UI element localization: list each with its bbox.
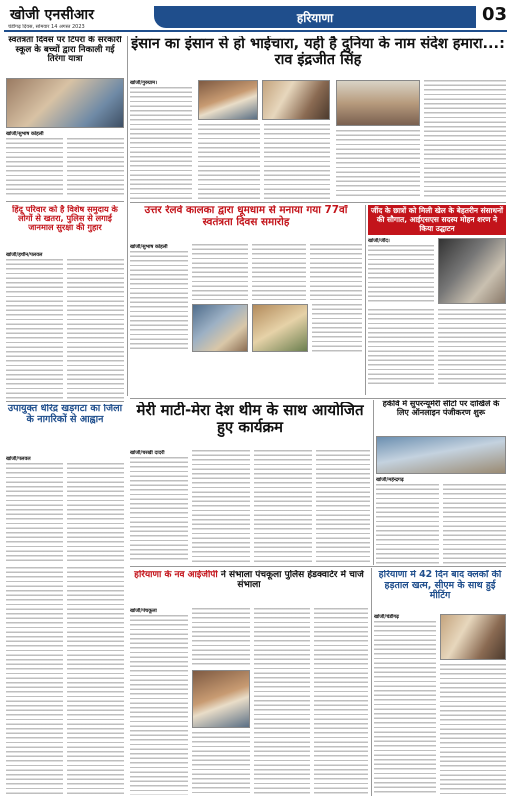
- byline-seats: खोजी/महेन्द्रगढ़: [376, 477, 404, 483]
- headline-supernumerary-seats: हकेवि में सुपरन्यूमेरी सीटों पर दाखिले के लिए ऑनलाइन पंजीकरण शुरू: [382, 400, 500, 417]
- text-seats-col2: [443, 484, 506, 564]
- text-upayukt-col1: [6, 463, 63, 563]
- text-meri-maati-col4: [316, 450, 370, 563]
- text-main-lead-col2: [198, 124, 260, 199]
- divider-left-1: [6, 201, 124, 202]
- page-header: [4, 4, 507, 34]
- divider-below-lead: [130, 202, 506, 203]
- byline-upayukt: खोजी/पलवल: [6, 456, 31, 462]
- headline-main-lead: इंसान का इंसान से हो भाईचारा, यही है दुनिया के नाम संदेश हमारा...: राव इंद्रजीत सिंह: [131, 36, 505, 69]
- headline-jind-students: जींद के छात्रों को मिली खेल के बेहतरीन संसाधनों की सौगात, आईएसएस सदस्य मोहन शरण ने किया उद्घाटन: [368, 205, 506, 235]
- text-main-lead-col5: [424, 80, 506, 199]
- text-jind-col3: [438, 309, 506, 387]
- photo-rao-inderjit: [198, 80, 258, 120]
- text-igp-col3: [192, 732, 250, 795]
- photo-tiranga-yatra: [6, 78, 124, 128]
- text-seats-col1: [376, 484, 439, 564]
- text-independence-rally-col2: [67, 138, 124, 198]
- byline-jind: खोजी/जींद।: [368, 238, 390, 244]
- text-railway-col3: [252, 244, 306, 300]
- text-main-lead-col3: [264, 124, 330, 199]
- text-railway-col5: [312, 304, 362, 352]
- text-independence-rally-col1: [6, 138, 63, 198]
- divider-right-column: [365, 205, 366, 395]
- photo-railway-parade: [192, 304, 248, 352]
- text-jind-col1: [368, 245, 434, 305]
- headline-igp-charge: [130, 570, 368, 604]
- text-main-lead-col1: [130, 87, 192, 199]
- masthead-date: चंडीगढ़ दिवस, सोमवार 14 अगस्त 2023: [8, 24, 85, 30]
- divider-right-column-3: [371, 568, 372, 796]
- text-jind-col2: [368, 309, 434, 387]
- text-igp-col5: [314, 608, 368, 795]
- headline-hindu-parivar: हिंदू परिवार को है विशेष समुदाय के लोगों से खतरा, पुलिस से लगाई जानमाल सुरक्षा की गुहार: [12, 205, 118, 233]
- photo-university: [376, 436, 506, 474]
- text-meri-maati-col2: [192, 450, 250, 563]
- headline-meri-maati: मेरी माटी-मेरा देश थीम के साथ आयोजित हुए कार्यक्रम: [136, 402, 364, 436]
- photo-railway-flag: [252, 304, 308, 352]
- text-main-lead-col4: [336, 130, 420, 199]
- text-upayukt-col2: [67, 463, 124, 563]
- section-name: हरियाणा: [296, 11, 334, 25]
- text-left-bottom-col1: [6, 567, 63, 795]
- byline-igp: खोजी/पंचकूला: [130, 608, 157, 614]
- text-left-bottom-col2: [67, 567, 124, 795]
- photo-guests-seated: [336, 80, 420, 126]
- divider-left-2: [6, 401, 124, 402]
- byline-main-lead: खोजी/गुरुग्राम।: [130, 80, 158, 86]
- text-clerk-col1: [374, 621, 436, 795]
- text-hindu-parivar-col1: [6, 259, 63, 399]
- masthead-title: खोजी एनसीआर: [10, 7, 95, 23]
- divider-right-column-2: [373, 400, 374, 565]
- page-number: 03: [481, 4, 507, 25]
- divider-bottom: [130, 566, 506, 567]
- headline-upayukt: उपायुक्त धीरेंद्र खड़गटा का जिला के नागरिकों से आह्वान: [7, 404, 123, 425]
- byline-meri-maati: खोजी/चरखी दादरी: [130, 450, 165, 456]
- photo-ceremony-stage: [262, 80, 330, 120]
- byline-hindu-parivar: खोजी/हथीन/पलवल: [6, 252, 43, 258]
- byline-independence-rally: खोजी/सुभाष कोहली: [6, 131, 44, 137]
- divider-left-column: [127, 36, 128, 396]
- text-hindu-parivar-col2: [67, 259, 124, 399]
- text-railway-col1: [130, 251, 188, 351]
- byline-railway: खोजी/सुभाष कोहली: [130, 244, 168, 250]
- text-igp-col2: [192, 608, 250, 666]
- text-railway-col4: [310, 244, 362, 300]
- divider-mid: [130, 398, 506, 399]
- headline-clerk-strike: हरियाणा में 42 दिन बाद क्लर्कों की हड़ताल खत्म, सीएम के साथ हुई मीटिंग: [378, 570, 502, 602]
- masthead: [4, 4, 154, 32]
- text-clerk-col2: [440, 664, 506, 795]
- photo-clerk-meeting: [440, 614, 506, 660]
- text-igp-col1: [130, 615, 188, 795]
- headline-igp-prefix: हरियाणा के नव आईजीपी: [134, 570, 218, 580]
- headline-railway: उत्तर रेलवे कालका द्वारा धूमधाम से मनाया गया 77वाँ स्वतंत्रता दिवस समारोह: [144, 205, 348, 228]
- headline-igp-rest: ने संभाला पंचकूला पुलिस हेडक्वार्टर में चार्ज संभाला: [220, 570, 364, 591]
- text-meri-maati-col1: [130, 457, 188, 563]
- text-meri-maati-col3: [254, 450, 312, 563]
- text-railway-col2: [192, 244, 248, 300]
- section-banner: [154, 6, 476, 28]
- header-rule: [4, 30, 507, 32]
- byline-clerk-strike: खोजी/चंडीगढ़: [374, 614, 399, 620]
- photo-jind-students: [438, 238, 506, 304]
- headline-independence-rally: स्वतंत्रता दिवस पर टिपरा के सरकारी स्कूल के बच्चों द्वारा निकाली गई तिरंगा यात्रा: [8, 36, 122, 65]
- text-igp-col4: [254, 608, 310, 795]
- photo-igp-officer: [192, 670, 250, 728]
